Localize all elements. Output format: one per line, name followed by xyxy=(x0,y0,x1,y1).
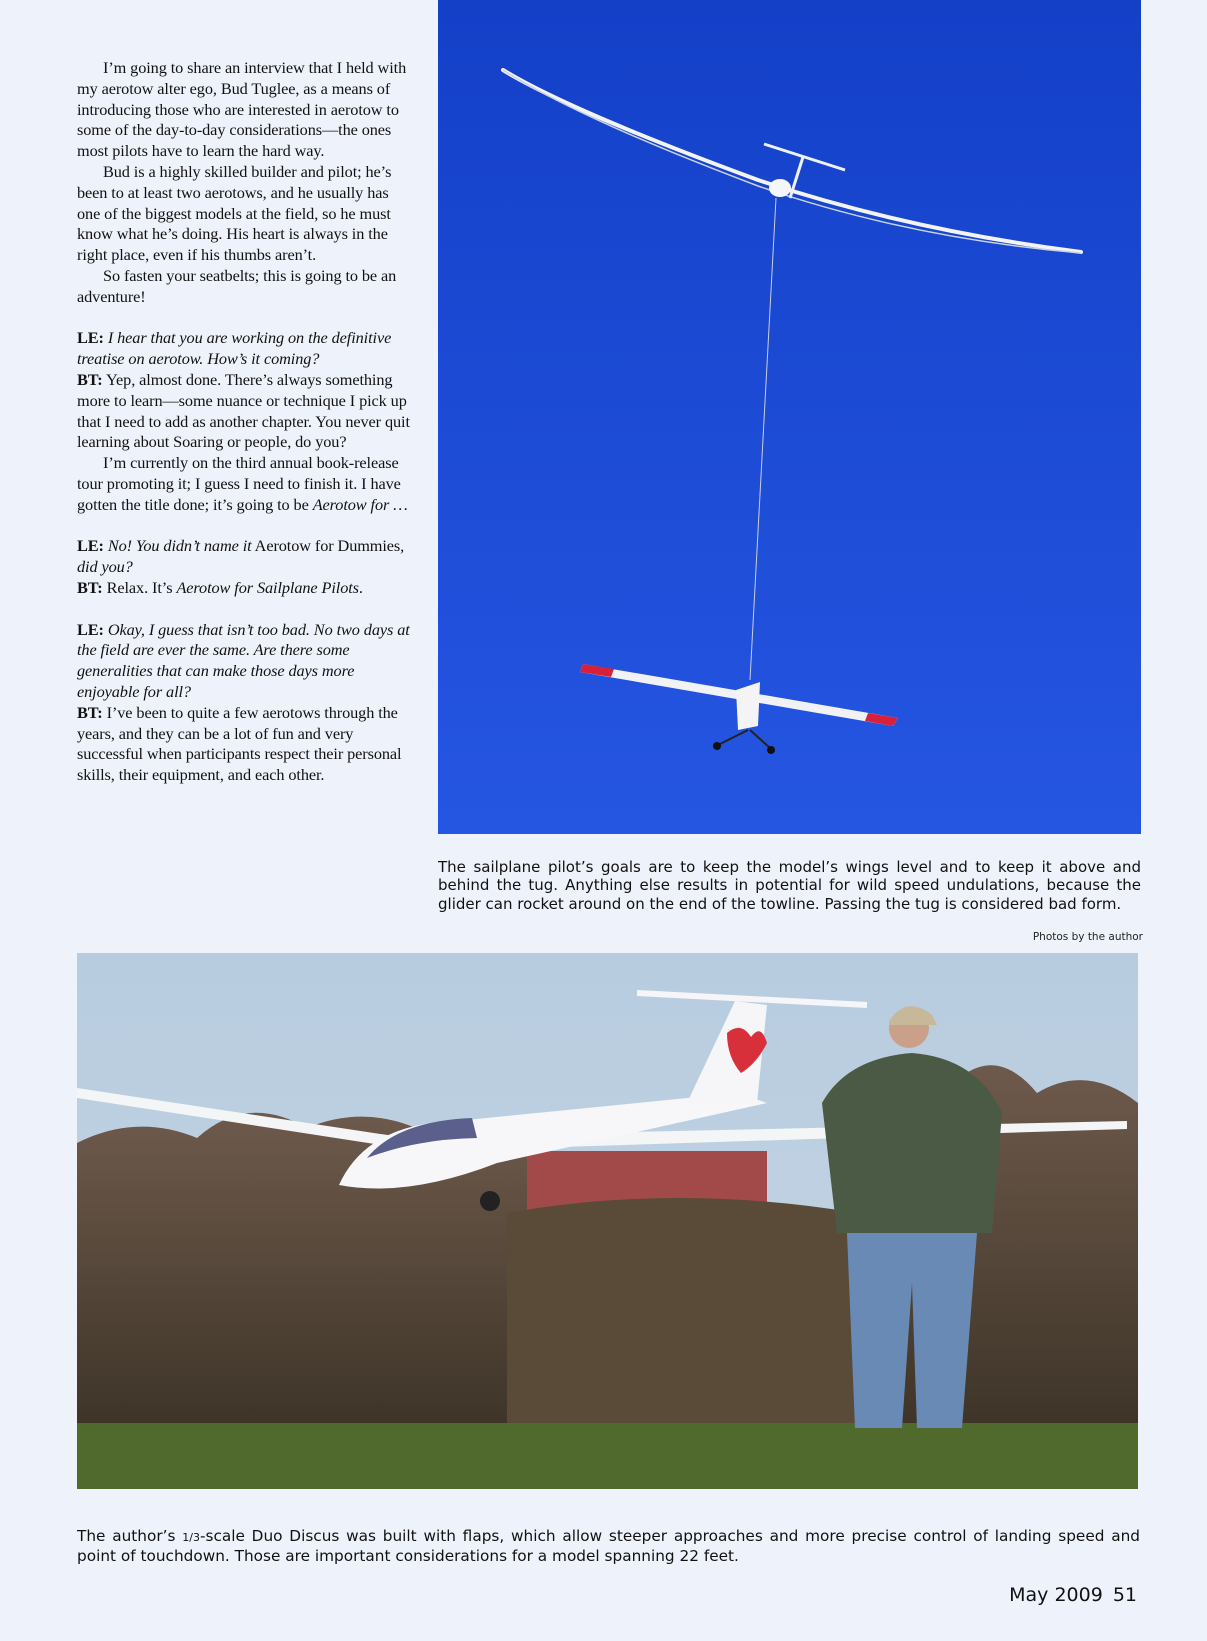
interview-question-2: LE: No! You didn’t name it Aerotow for Dummies, did you? xyxy=(77,536,405,577)
interview-answer-3: BT: I’ve been to quite a few aerotows through the years, and they can be a lot of fun and very successful when participants respect their personal skills, their equipment, and each other. xyxy=(77,702,402,785)
interview-question-3: LE: Okay, I guess that isn’t too bad. No two days at the field are ever the same. Are there some generalities that can make those days more enjoyable for all? xyxy=(77,619,410,701)
aerotow-sky-illustration xyxy=(438,0,1141,834)
page-footer xyxy=(1009,1584,1137,1606)
article-paragraph-1: I’m going to share an interview that I held with my aerotow alter ego, Bud Tuglee, as a means of introducing those who are interested in aerotow to some of the day-to-day considerations—the ones most pilots have to learn the hard way. xyxy=(77,58,407,161)
top-photo-caption: The sailplane pilot’s goals are to keep the model’s wings level and to keep it above and behind the tug. Anything else results in potential for wild speed undulations, because the glider can rocket around on the end of the towline. Passing the tug is considered bad form. xyxy=(438,858,1141,913)
duo-discus-photo xyxy=(77,953,1138,1489)
interview-answer-1-continued: I’m currently on the third annual book-release tour promoting it; I guess I need to finish it. I have gotten the title done; it’s going to be Aerotow for … xyxy=(77,453,408,514)
aerotow-sky-photo xyxy=(438,0,1141,834)
bt-label: BT: xyxy=(77,369,103,389)
article-column xyxy=(77,58,413,786)
interview-answer-1: BT: Yep, almost done. There’s always something more to learn—some nuance or technique I pick up that I need to add as another chapter. You never quit learning about Soaring or people, do you? xyxy=(77,369,410,452)
interview-answer-2: BT: Relax. It’s Aerotow for Sailplane Pilots. xyxy=(77,577,363,597)
article-paragraph-3: So fasten your seatbelts; this is going to be an adventure! xyxy=(77,265,397,306)
page-number: 51 xyxy=(1112,1584,1137,1606)
article-paragraph-2: Bud is a highly skilled builder and pilot; he’s been to at least two aerotows, and he usually has one of the biggest models at the field, so he must know what he’s doing. His heart is always in the right place, even if his thumbs aren’t. xyxy=(77,161,392,265)
le-label: LE: xyxy=(77,328,104,348)
issue-date: May 2009 xyxy=(1009,1584,1103,1606)
bottom-photo-caption: The author’s 1/3-scale Duo Discus was built with flaps, which allow steeper approaches and more precise control of landing speed and point of touchdown. Those are important considerations for a model spanning 22 feet. xyxy=(77,1527,1140,1566)
scale-fraction: 1/3 xyxy=(182,1531,200,1544)
photo-credit: Photos by the author xyxy=(1032,931,1143,943)
interview-question-1: LE: I hear that you are working on the definitive treatise on aerotow. How’s it coming? xyxy=(77,328,392,369)
duo-discus-illustration xyxy=(77,953,1138,1489)
